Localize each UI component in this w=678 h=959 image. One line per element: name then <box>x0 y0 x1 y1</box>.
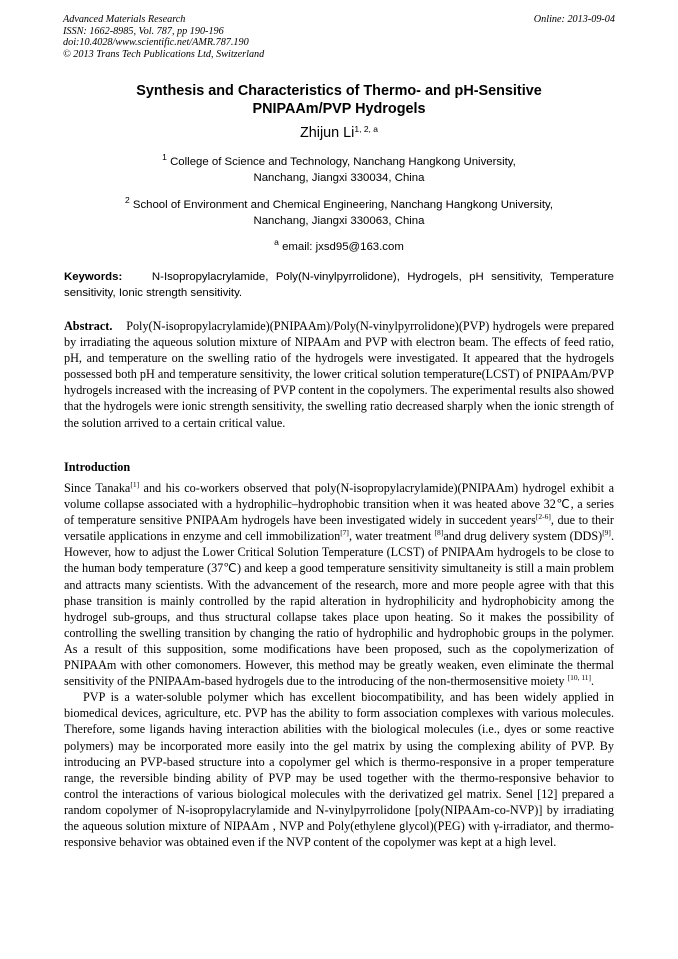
affiliation-1-city: Nanchang, Jiangxi 330034, China <box>253 172 425 184</box>
author-name: Zhijun Li <box>299 125 355 141</box>
citation: [2-6] <box>535 512 551 522</box>
text-run: . However, how to adjust the Lower Critical Solution Temperature (LCST) of PNIPAAm hydrogels to be close to the human body temperature (37℃) and keep a good temperature sensitivity simultaneity is still a main problem and attracts many scientists. With the advancement of the research, more and more people agree with that this phase transition is mainly controlled by the rapid alteration in hydrophilicity and hydrophobicity among the hydrogel sub-groups, and thus structural collapse takes place upon heating. So it makes the possibility of controlling the swelling transition by changing the ratio of hydrophilic and hydrophobic groups in the polymer. As a result of this supposition, some modifications have been proposed, such as the copolymerization of PNIPAAm with other comonomers. However, this method may be greatly weaken, even eliminate the thermal sensitivity of the PNIPAAm-based hydrogels due to the introducing of the non-thermosensitive moiety <box>64 529 614 689</box>
author-marks: 1, 2, a <box>354 124 379 134</box>
title-line-1: Synthesis and Characteristics of Thermo- and pH-Sensitive <box>136 83 542 99</box>
keywords-label: Keywords: <box>64 271 123 283</box>
title-line-2: PNIPAAm/PVP Hydrogels <box>252 101 426 117</box>
citation: [9] <box>602 528 611 538</box>
abstract <box>64 318 614 431</box>
journal-header <box>63 14 615 60</box>
journal-name: Advanced Materials Research <box>63 14 186 25</box>
email-mark: a <box>274 237 279 247</box>
abstract-label: Abstract. <box>64 319 113 333</box>
text-run: , water treatment <box>348 529 435 544</box>
intro-paragraph-2: PVP is a water-soluble polymer which has excellent biocompatibility, and has been widely applied in biomedical devices, agriculture, etc. PVP has the ability to form association complexes with various molecules. Therefore, some ligands having interaction abilities with the biological molecules (i.e., dyes or some reactive polymers) may be incorporated more easily into the gel matrix by using the complexing ability of PVP. By introducing an PVP-based structure into a copolymer gel which is thermo-responsive in a proper temperature range, the reversible binding ability of PVP may be used together with the thermo-responsive behavior to control the interactions of various biological molecules with the derivatized gel matrix. Senel [12] prepared a random copolymer of N-isopropylacrylamide and N-vinylpyrrolidone [poly(NIPAAm-co-NVP)] by irradiating the aqueous solution mixture of NIPAAm , NVP and Poly(ethylene glycol)(PEG) with γ-irradiator, and thermo-responsive behavior was obtained even if the NVP content of the copolymer was kept at a high level. <box>64 690 614 850</box>
citation: [8] <box>434 528 444 538</box>
citation: [7] <box>340 528 349 538</box>
affiliation-2 <box>0 193 678 212</box>
author-line <box>0 124 678 141</box>
intro-paragraph-1 <box>64 480 614 689</box>
issn-line: ISSN: 1662-8985, Vol. 787, pp 190-196 <box>63 25 224 37</box>
affiliation-2-line-1: School of Environment and Chemical Engineering, Nanchang Hangkong University, <box>132 199 554 211</box>
affiliation-2-mark: 2 <box>124 195 130 205</box>
text-run: and his co-workers observed that poly(N-isopropylacrylamide)(PNIPAAm) hydrogel exhibit a volume collapse associated with a hydrophilic–hydrophobic transition when it was heated above 32℃, a series of temperature sensitive PNIPAAm hydrogels have been investigated widely in succedent years <box>64 481 614 528</box>
affiliation-1 <box>0 150 678 169</box>
keywords <box>64 269 614 301</box>
affiliation-1-line-1: College of Science and Technology, Nanchang Hangkong University, <box>170 156 516 168</box>
text-run: , due to their versatile applications in enzyme and cell immobilization <box>64 513 614 544</box>
citation: [10, 11] <box>567 673 592 683</box>
citation: [1] <box>130 480 140 489</box>
text-run: and drug delivery system (DDS) <box>443 529 603 544</box>
doi-line: doi:10.4028/www.scientific.net/AMR.787.190 <box>63 37 249 48</box>
email-address: email: jxsd95@163.com <box>282 241 404 253</box>
email-line <box>0 235 678 254</box>
section-heading-introduction: Introduction <box>64 460 131 474</box>
online-date: Online: 2013-09-04 <box>533 14 615 25</box>
copyright-line: © 2013 Trans Tech Publications Ltd, Switzerland <box>63 48 265 60</box>
affiliation-2-city: Nanchang, Jiangxi 330063, China <box>253 215 425 227</box>
keywords-text: N-Isopropylacrylamide, Poly(N-vinylpyrrolidone), Hydrogels, pH sensitivity, Temperature sensitivity, Ionic strength sensitivity. <box>64 271 614 299</box>
introduction-body <box>64 480 614 850</box>
paper-title <box>70 82 608 118</box>
abstract-text: Poly(N-isopropylacrylamide)(PNIPAAm)/Poly(N-vinylpyrrolidone)(PVP) hydrogels were prepared by irradiating the aqueous solution mixture of NIPAAm and PVP with electron beam. The effects of feed ratio, pH, and temperature on the swelling ratio of the hydrogels were investigated. It appeared that the hydrogels possessed both pH and temperature sensitivity, the lower critical solution temperature(LCST) of PNIPAAm/PVP hydrogels increased with the increasing of PVP content in the copolymers. The experimental results also showed that the hydrogels were ionic strength sensitivity, the swelling ratio decreased sharply when the ionic strength of the solution arrived to a certain critical value. <box>64 319 614 430</box>
text-run: Since Tanaka <box>64 481 131 495</box>
affiliation-1-mark: 1 <box>162 152 167 162</box>
text-run: . <box>591 674 595 689</box>
